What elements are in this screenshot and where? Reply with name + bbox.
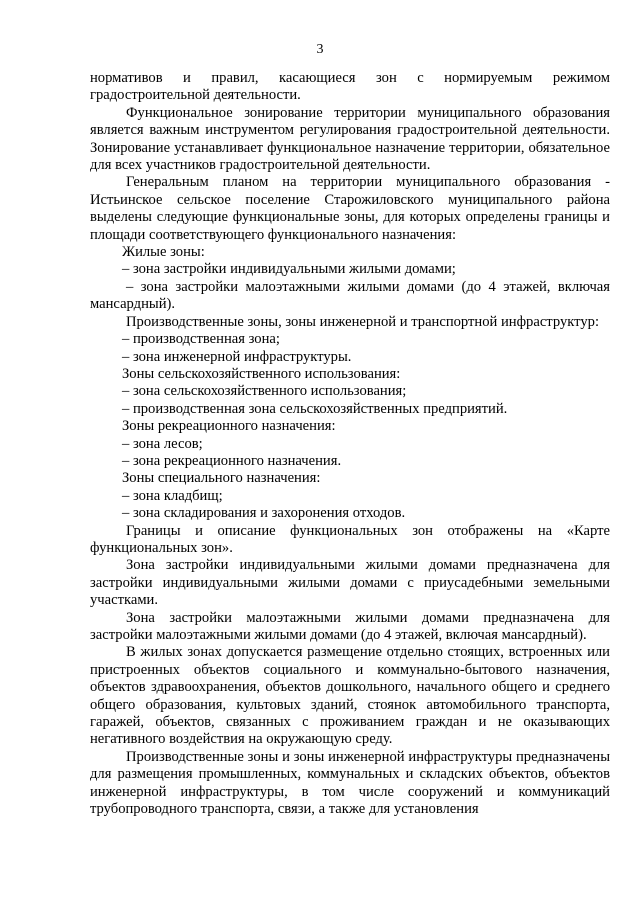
paragraph: В жилых зонах допускается размещение отдельно стоящих, встроенных или пристроенных объектов социального и коммунально-бытового назначения, объектов здравоохранения, объектов дошкольного, начального общего и среднего общего образования, культовых зданий, стоянок автомобильного транспорта, гаражей, объектов, связанных с проживанием граждан и не оказывающих негативного воздействия на окружающую среду. bbox=[90, 644, 610, 748]
paragraph: – зона застройки малоэтажными жилыми домами (до 4 этажей, включая мансардный). bbox=[90, 278, 610, 313]
paragraph: нормативов и правил, касающиеся зон с нормируемым режимом градостроительной деятельности. bbox=[90, 70, 610, 104]
list-item: Зоны специального назначения: bbox=[122, 470, 321, 487]
list-item: Зоны рекреационного назначения: bbox=[122, 418, 336, 435]
paragraph: Функциональное зонирование территории муниципального образования является важным инструментом регулирования градостроительной деятельности. Зонирование устанавливает функциональное назначение территории, обязательное для всех участников градостроительной деятельности. bbox=[90, 104, 610, 174]
paragraph: Производственные зоны и зоны инженерной инфраструктуры предназначены для размещения промышленных, коммунальных и складских объектов, объектов инженерной инфраструктуры, в том числе сооружений и коммуникаций трубопроводного транспорта, связи, а также для установления bbox=[90, 748, 610, 818]
list-item: – производственная зона; bbox=[122, 331, 280, 348]
list-item: – зона кладбищ; bbox=[122, 487, 223, 504]
list-item: – зона сельскохозяйственного использования; bbox=[122, 383, 407, 400]
paragraph: Генеральным планом на территории муниципального образования - Истьинское сельское поселение Старожиловского муниципального района выделены следующие функциональные зоны, для которых определены границы и площади соответствующего функционального назначения: bbox=[90, 174, 610, 243]
page-number: 3 bbox=[316, 42, 324, 57]
list-item: – зона складирования и захоронения отходов. bbox=[122, 505, 406, 522]
list-item: Зоны сельскохозяйственного использования: bbox=[122, 365, 401, 382]
list-item: – зона лесов; bbox=[122, 435, 203, 452]
document-body bbox=[90, 70, 610, 818]
list-item: – производственная зона сельскохозяйственных предприятий. bbox=[122, 400, 508, 417]
paragraph: Границы и описание функциональных зон отображены на «Карте функциональных зон». bbox=[90, 522, 610, 556]
paragraph: Зона застройки индивидуальными жилыми домами предназначена для застройки индивидуальными жилыми домами с приусадебными земельными участками. bbox=[90, 557, 610, 609]
paragraph: Производственные зоны, зоны инженерной и транспортной инфраструктур: bbox=[126, 313, 599, 330]
list-item: – зона инженерной инфраструктуры. bbox=[122, 348, 352, 365]
list-item: – зона рекреационного назначения. bbox=[122, 452, 342, 469]
list-item: – зона застройки индивидуальными жилыми домами; bbox=[122, 261, 456, 278]
paragraph: Зона застройки малоэтажными жилыми домами предназначена для застройки малоэтажными жилыми домами (до 4 этажей, включая мансардный). bbox=[90, 609, 610, 643]
list-item: Жилые зоны: bbox=[122, 244, 205, 261]
